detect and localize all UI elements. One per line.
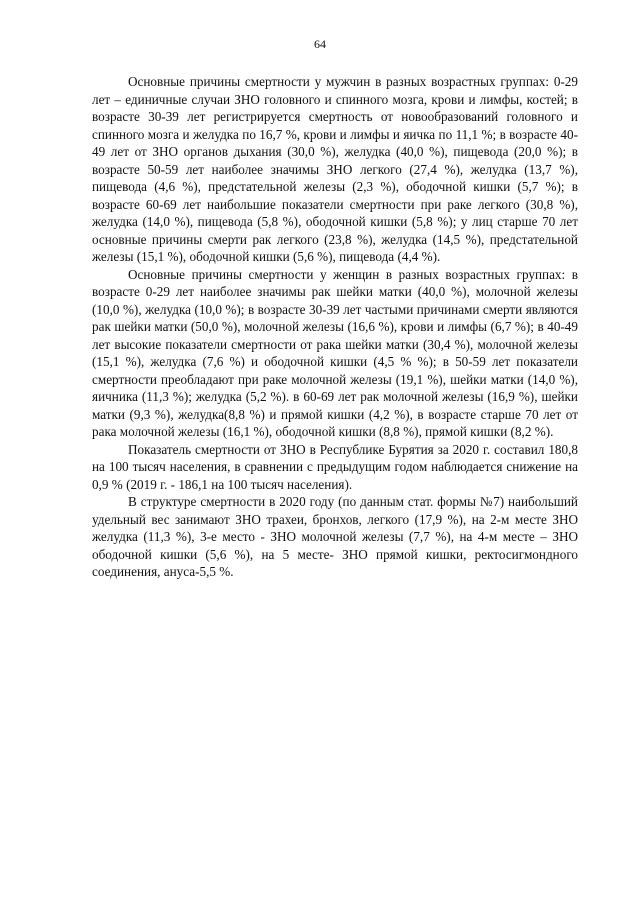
page-number: 64 (314, 37, 326, 51)
paragraph-mortality-structure: В структуре смертности в 2020 году (по данным стат. формы №7) наибольший удельный вес занимают ЗНО трахеи, бронхов, легкого (17,9 %), на 2-м месте ЗНО желудка (11,3 %), 3-е место - ЗНО молочной железы (7,7 %), на 4-м месте – ЗНО ободочной кишки (5,6 %), на 5 месте- ЗНО прямой кишки, ректосигмондного соединения, ануса-5,5 %. (92, 494, 578, 579)
document-body (92, 73, 578, 581)
paragraph-male-mortality: Основные причины смертности у мужчин в разных возрастных группах: 0-29 лет – единичные случаи ЗНО головного и спинного мозга, крови и лимфы, костей; в возрасте 30-39 лет регистрируется смертность от новообразований головного и спинного мозга и желудка по 16,7 %, крови и лимфы и яичка по 11,1 %; в возрасте 40-49 лет от ЗНО органов дыхания (30,0 %), желудка (40,0 %), пищевода (20,0 %); в возрасте 50-59 лет наиболее значимы ЗНО легкого (27,4 %), желудка (13,7 %), пищевода (4,6 %), предстательной железы (2,3 %), ободочной кишки (5,7 %); в возрасте 60-69 лет наибольшие показатели смертности при раке легкого (30,8 %), желудка (14,0 %), пищевода (5,8 %), ободочной кишки (5,8 %); у лиц старше 70 лет основные причины смерти рак легкого (23,8 %), желудка (14,5 %), предстательной железы (15,1 %), ободочной кишки (5,6 %), пищевода (4,4 %). (92, 74, 578, 264)
paragraph-mortality-rate: Показатель смертности от ЗНО в Республике Бурятия за 2020 г. составил 180,8 на 100 тысяч населения, в сравнении с предыдущим годом наблюдается снижение на 0,9 % (2019 г. - 186,1 на 100 тысяч населения). (92, 441, 578, 492)
paragraph-female-mortality: Основные причины смертности у женщин в разных возрастных группах: в возрасте 0-29 лет наиболее значимы рак шейки матки (40,0 %), молочной железы (10,0 %), желудка (10,0 %); в возрасте 30-39 лет частыми причинами смерти являются рак шейки матки (50,0 %), молочной железы (16,6 %), крови и лимфы (6,7 %); в 40-49 лет высокие показатели смертности от рака шейки матки (30,4 %), молочной железы (15,1 %), желудка (7,6 %) и ободочной кишки (4,5 % %); в 50-59 лет показатели смертности преобладают при раке молочной железы (19,1 %), шейки матки (14,0 %), яичника (11,3 %); желудка (5,2 %). в 60-69 лет рак молочной железы (16,9 %), шейки матки (9,3 %), желудка(8,8 %) и прямой кишки (4,2 %), в возрасте старше 70 лет от рака молочной железы (16,1 %), ободочной кишки (8,8 %), прямой кишки (8,2 %). (92, 266, 578, 439)
